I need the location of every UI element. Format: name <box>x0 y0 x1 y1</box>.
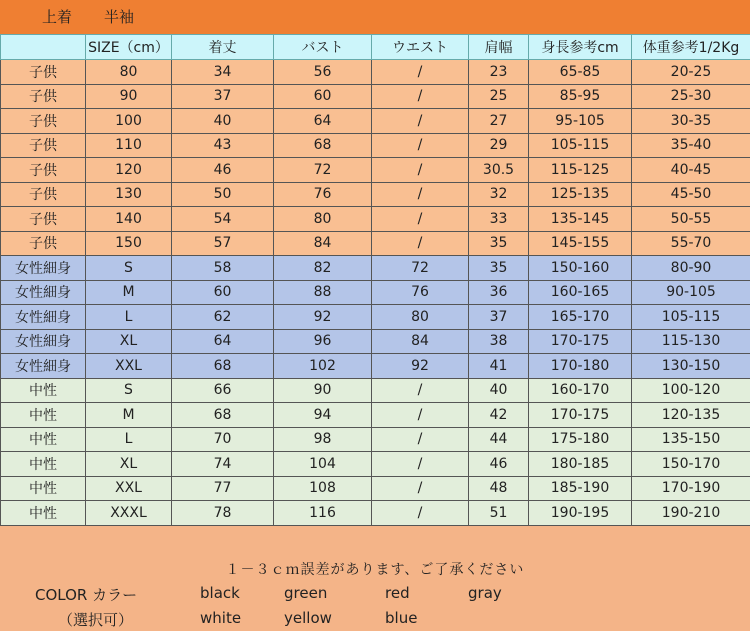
size-cell: XL <box>86 329 172 354</box>
shoulder-cell: 48 <box>469 476 529 501</box>
length-cell: 46 <box>172 158 274 183</box>
table-row <box>1 427 750 452</box>
table-row <box>1 378 750 403</box>
height-cell: 145-155 <box>529 231 632 256</box>
table-row <box>1 207 750 232</box>
size-cell: XXL <box>86 476 172 501</box>
length-cell: 68 <box>172 354 274 379</box>
group-cell: 子供 <box>1 207 86 232</box>
size-cell: L <box>86 305 172 330</box>
group-cell: 子供 <box>1 231 86 256</box>
weight-cell: 40-45 <box>632 158 750 183</box>
group-cell: 子供 <box>1 158 86 183</box>
shoulder-cell: 42 <box>469 403 529 428</box>
weight-cell: 120-135 <box>632 403 750 428</box>
waist-cell: 76 <box>372 280 469 305</box>
table-row <box>1 476 750 501</box>
table-row <box>1 354 750 379</box>
header-waist: ウエスト <box>372 35 469 60</box>
height-cell: 150-160 <box>529 256 632 281</box>
waist-cell: / <box>372 427 469 452</box>
group-cell: 中性 <box>1 378 86 403</box>
size-cell: M <box>86 403 172 428</box>
table-row <box>1 133 750 158</box>
length-cell: 40 <box>172 109 274 134</box>
group-cell: 中性 <box>1 452 86 477</box>
shoulder-cell: 23 <box>469 60 529 85</box>
length-cell: 43 <box>172 133 274 158</box>
selectable-label: （選択可） <box>58 611 134 629</box>
shoulder-cell: 32 <box>469 182 529 207</box>
group-cell: 中性 <box>1 476 86 501</box>
table-row <box>1 60 750 85</box>
bust-cell: 72 <box>274 158 372 183</box>
shoulder-cell: 30.5 <box>469 158 529 183</box>
length-cell: 37 <box>172 84 274 109</box>
bust-cell: 84 <box>274 231 372 256</box>
table-row <box>1 403 750 428</box>
shoulder-cell: 35 <box>469 231 529 256</box>
group-cell: 女性細身 <box>1 329 86 354</box>
group-cell: 子供 <box>1 133 86 158</box>
length-cell: 78 <box>172 501 274 526</box>
size-cell: XL <box>86 452 172 477</box>
bust-cell: 60 <box>274 84 372 109</box>
weight-cell: 55-70 <box>632 231 750 256</box>
shoulder-cell: 35 <box>469 256 529 281</box>
color-option-green: green <box>284 584 328 602</box>
size-cell: 110 <box>86 133 172 158</box>
color-option-black: black <box>200 584 240 602</box>
bust-cell: 104 <box>274 452 372 477</box>
color-option-white: white <box>200 609 242 627</box>
waist-cell: / <box>372 501 469 526</box>
shoulder-cell: 29 <box>469 133 529 158</box>
table-row <box>1 280 750 305</box>
height-cell: 170-175 <box>529 403 632 428</box>
weight-cell: 35-40 <box>632 133 750 158</box>
weight-cell: 115-130 <box>632 329 750 354</box>
height-cell: 165-170 <box>529 305 632 330</box>
tolerance-note: １－３ｃｍ誤差があります、ご了承ください <box>225 562 525 578</box>
size-cell: 90 <box>86 84 172 109</box>
height-cell: 85-95 <box>529 84 632 109</box>
waist-cell: / <box>372 84 469 109</box>
size-cell: XXXL <box>86 501 172 526</box>
header-length: 着丈 <box>172 35 274 60</box>
size-cell: 130 <box>86 182 172 207</box>
bust-cell: 98 <box>274 427 372 452</box>
length-cell: 70 <box>172 427 274 452</box>
table-row <box>1 501 750 526</box>
shoulder-cell: 41 <box>469 354 529 379</box>
waist-cell: / <box>372 60 469 85</box>
size-table <box>0 34 750 526</box>
weight-cell: 80-90 <box>632 256 750 281</box>
group-cell: 子供 <box>1 109 86 134</box>
color-option-gray: gray <box>468 584 502 602</box>
table-row <box>1 329 750 354</box>
height-cell: 160-165 <box>529 280 632 305</box>
length-cell: 58 <box>172 256 274 281</box>
size-cell: S <box>86 378 172 403</box>
garment-type: 上着 <box>42 8 73 26</box>
weight-cell: 25-30 <box>632 84 750 109</box>
bust-cell: 94 <box>274 403 372 428</box>
bust-cell: 76 <box>274 182 372 207</box>
header-height: 身長参考cm <box>529 35 632 60</box>
waist-cell: / <box>372 207 469 232</box>
table-row <box>1 158 750 183</box>
bust-cell: 116 <box>274 501 372 526</box>
height-cell: 175-180 <box>529 427 632 452</box>
bust-cell: 56 <box>274 60 372 85</box>
table-row <box>1 182 750 207</box>
group-cell: 子供 <box>1 60 86 85</box>
height-cell: 115-125 <box>529 158 632 183</box>
group-cell: 子供 <box>1 182 86 207</box>
size-cell: XXL <box>86 354 172 379</box>
size-cell: 80 <box>86 60 172 85</box>
size-cell: L <box>86 427 172 452</box>
shoulder-cell: 36 <box>469 280 529 305</box>
length-cell: 64 <box>172 329 274 354</box>
height-cell: 160-170 <box>529 378 632 403</box>
height-cell: 95-105 <box>529 109 632 134</box>
bust-cell: 80 <box>274 207 372 232</box>
size-cell: 150 <box>86 231 172 256</box>
shoulder-cell: 40 <box>469 378 529 403</box>
waist-cell: / <box>372 133 469 158</box>
size-cell: 120 <box>86 158 172 183</box>
sleeve-type: 半袖 <box>104 8 135 26</box>
waist-cell: / <box>372 378 469 403</box>
bust-cell: 90 <box>274 378 372 403</box>
height-cell: 125-135 <box>529 182 632 207</box>
weight-cell: 100-120 <box>632 378 750 403</box>
weight-cell: 170-190 <box>632 476 750 501</box>
height-cell: 170-180 <box>529 354 632 379</box>
height-cell: 170-175 <box>529 329 632 354</box>
waist-cell: / <box>372 182 469 207</box>
table-row <box>1 84 750 109</box>
group-cell: 女性細身 <box>1 280 86 305</box>
bust-cell: 102 <box>274 354 372 379</box>
weight-cell: 30-35 <box>632 109 750 134</box>
height-cell: 65-85 <box>529 60 632 85</box>
shoulder-cell: 38 <box>469 329 529 354</box>
size-cell: M <box>86 280 172 305</box>
length-cell: 50 <box>172 182 274 207</box>
shoulder-cell: 33 <box>469 207 529 232</box>
waist-cell: / <box>372 158 469 183</box>
length-cell: 77 <box>172 476 274 501</box>
length-cell: 34 <box>172 60 274 85</box>
weight-cell: 135-150 <box>632 427 750 452</box>
shoulder-cell: 46 <box>469 452 529 477</box>
bust-cell: 68 <box>274 133 372 158</box>
height-cell: 185-190 <box>529 476 632 501</box>
title-bar <box>0 0 750 34</box>
footer <box>0 557 750 631</box>
bust-cell: 64 <box>274 109 372 134</box>
waist-cell: 72 <box>372 256 469 281</box>
shoulder-cell: 51 <box>469 501 529 526</box>
group-cell: 女性細身 <box>1 305 86 330</box>
table-row <box>1 231 750 256</box>
weight-cell: 105-115 <box>632 305 750 330</box>
weight-cell: 150-170 <box>632 452 750 477</box>
waist-cell: 80 <box>372 305 469 330</box>
waist-cell: / <box>372 109 469 134</box>
group-cell: 子供 <box>1 84 86 109</box>
group-cell: 女性細身 <box>1 354 86 379</box>
header-row <box>1 35 750 60</box>
header-shoulder: 肩幅 <box>469 35 529 60</box>
shoulder-cell: 37 <box>469 305 529 330</box>
shoulder-cell: 27 <box>469 109 529 134</box>
corner-cell <box>1 35 86 60</box>
weight-cell: 90-105 <box>632 280 750 305</box>
color-option-blue: blue <box>385 609 418 627</box>
length-cell: 57 <box>172 231 274 256</box>
height-cell: 180-185 <box>529 452 632 477</box>
weight-cell: 45-50 <box>632 182 750 207</box>
header-size: SIZE（cm） <box>86 35 172 60</box>
size-cell: 140 <box>86 207 172 232</box>
waist-cell: / <box>372 231 469 256</box>
height-cell: 190-195 <box>529 501 632 526</box>
length-cell: 62 <box>172 305 274 330</box>
group-cell: 中性 <box>1 403 86 428</box>
table-row <box>1 109 750 134</box>
size-cell: 100 <box>86 109 172 134</box>
weight-cell: 20-25 <box>632 60 750 85</box>
color-option-yellow: yellow <box>284 609 332 627</box>
bust-cell: 82 <box>274 256 372 281</box>
bust-cell: 88 <box>274 280 372 305</box>
color-option-red: red <box>385 584 410 602</box>
length-cell: 68 <box>172 403 274 428</box>
header-weight: 体重参考1/2Kg <box>632 35 750 60</box>
size-cell: S <box>86 256 172 281</box>
table-row <box>1 452 750 477</box>
shoulder-cell: 44 <box>469 427 529 452</box>
bust-cell: 92 <box>274 305 372 330</box>
color-label: COLOR カラー <box>35 586 138 604</box>
length-cell: 60 <box>172 280 274 305</box>
height-cell: 135-145 <box>529 207 632 232</box>
group-cell: 中性 <box>1 501 86 526</box>
bust-cell: 108 <box>274 476 372 501</box>
weight-cell: 130-150 <box>632 354 750 379</box>
group-cell: 女性細身 <box>1 256 86 281</box>
waist-cell: 84 <box>372 329 469 354</box>
length-cell: 54 <box>172 207 274 232</box>
table-row <box>1 305 750 330</box>
bust-cell: 96 <box>274 329 372 354</box>
weight-cell: 190-210 <box>632 501 750 526</box>
group-cell: 中性 <box>1 427 86 452</box>
weight-cell: 50-55 <box>632 207 750 232</box>
waist-cell: 92 <box>372 354 469 379</box>
height-cell: 105-115 <box>529 133 632 158</box>
header-bust: バスト <box>274 35 372 60</box>
waist-cell: / <box>372 476 469 501</box>
shoulder-cell: 25 <box>469 84 529 109</box>
length-cell: 66 <box>172 378 274 403</box>
table-row <box>1 256 750 281</box>
waist-cell: / <box>372 403 469 428</box>
length-cell: 74 <box>172 452 274 477</box>
waist-cell: / <box>372 452 469 477</box>
